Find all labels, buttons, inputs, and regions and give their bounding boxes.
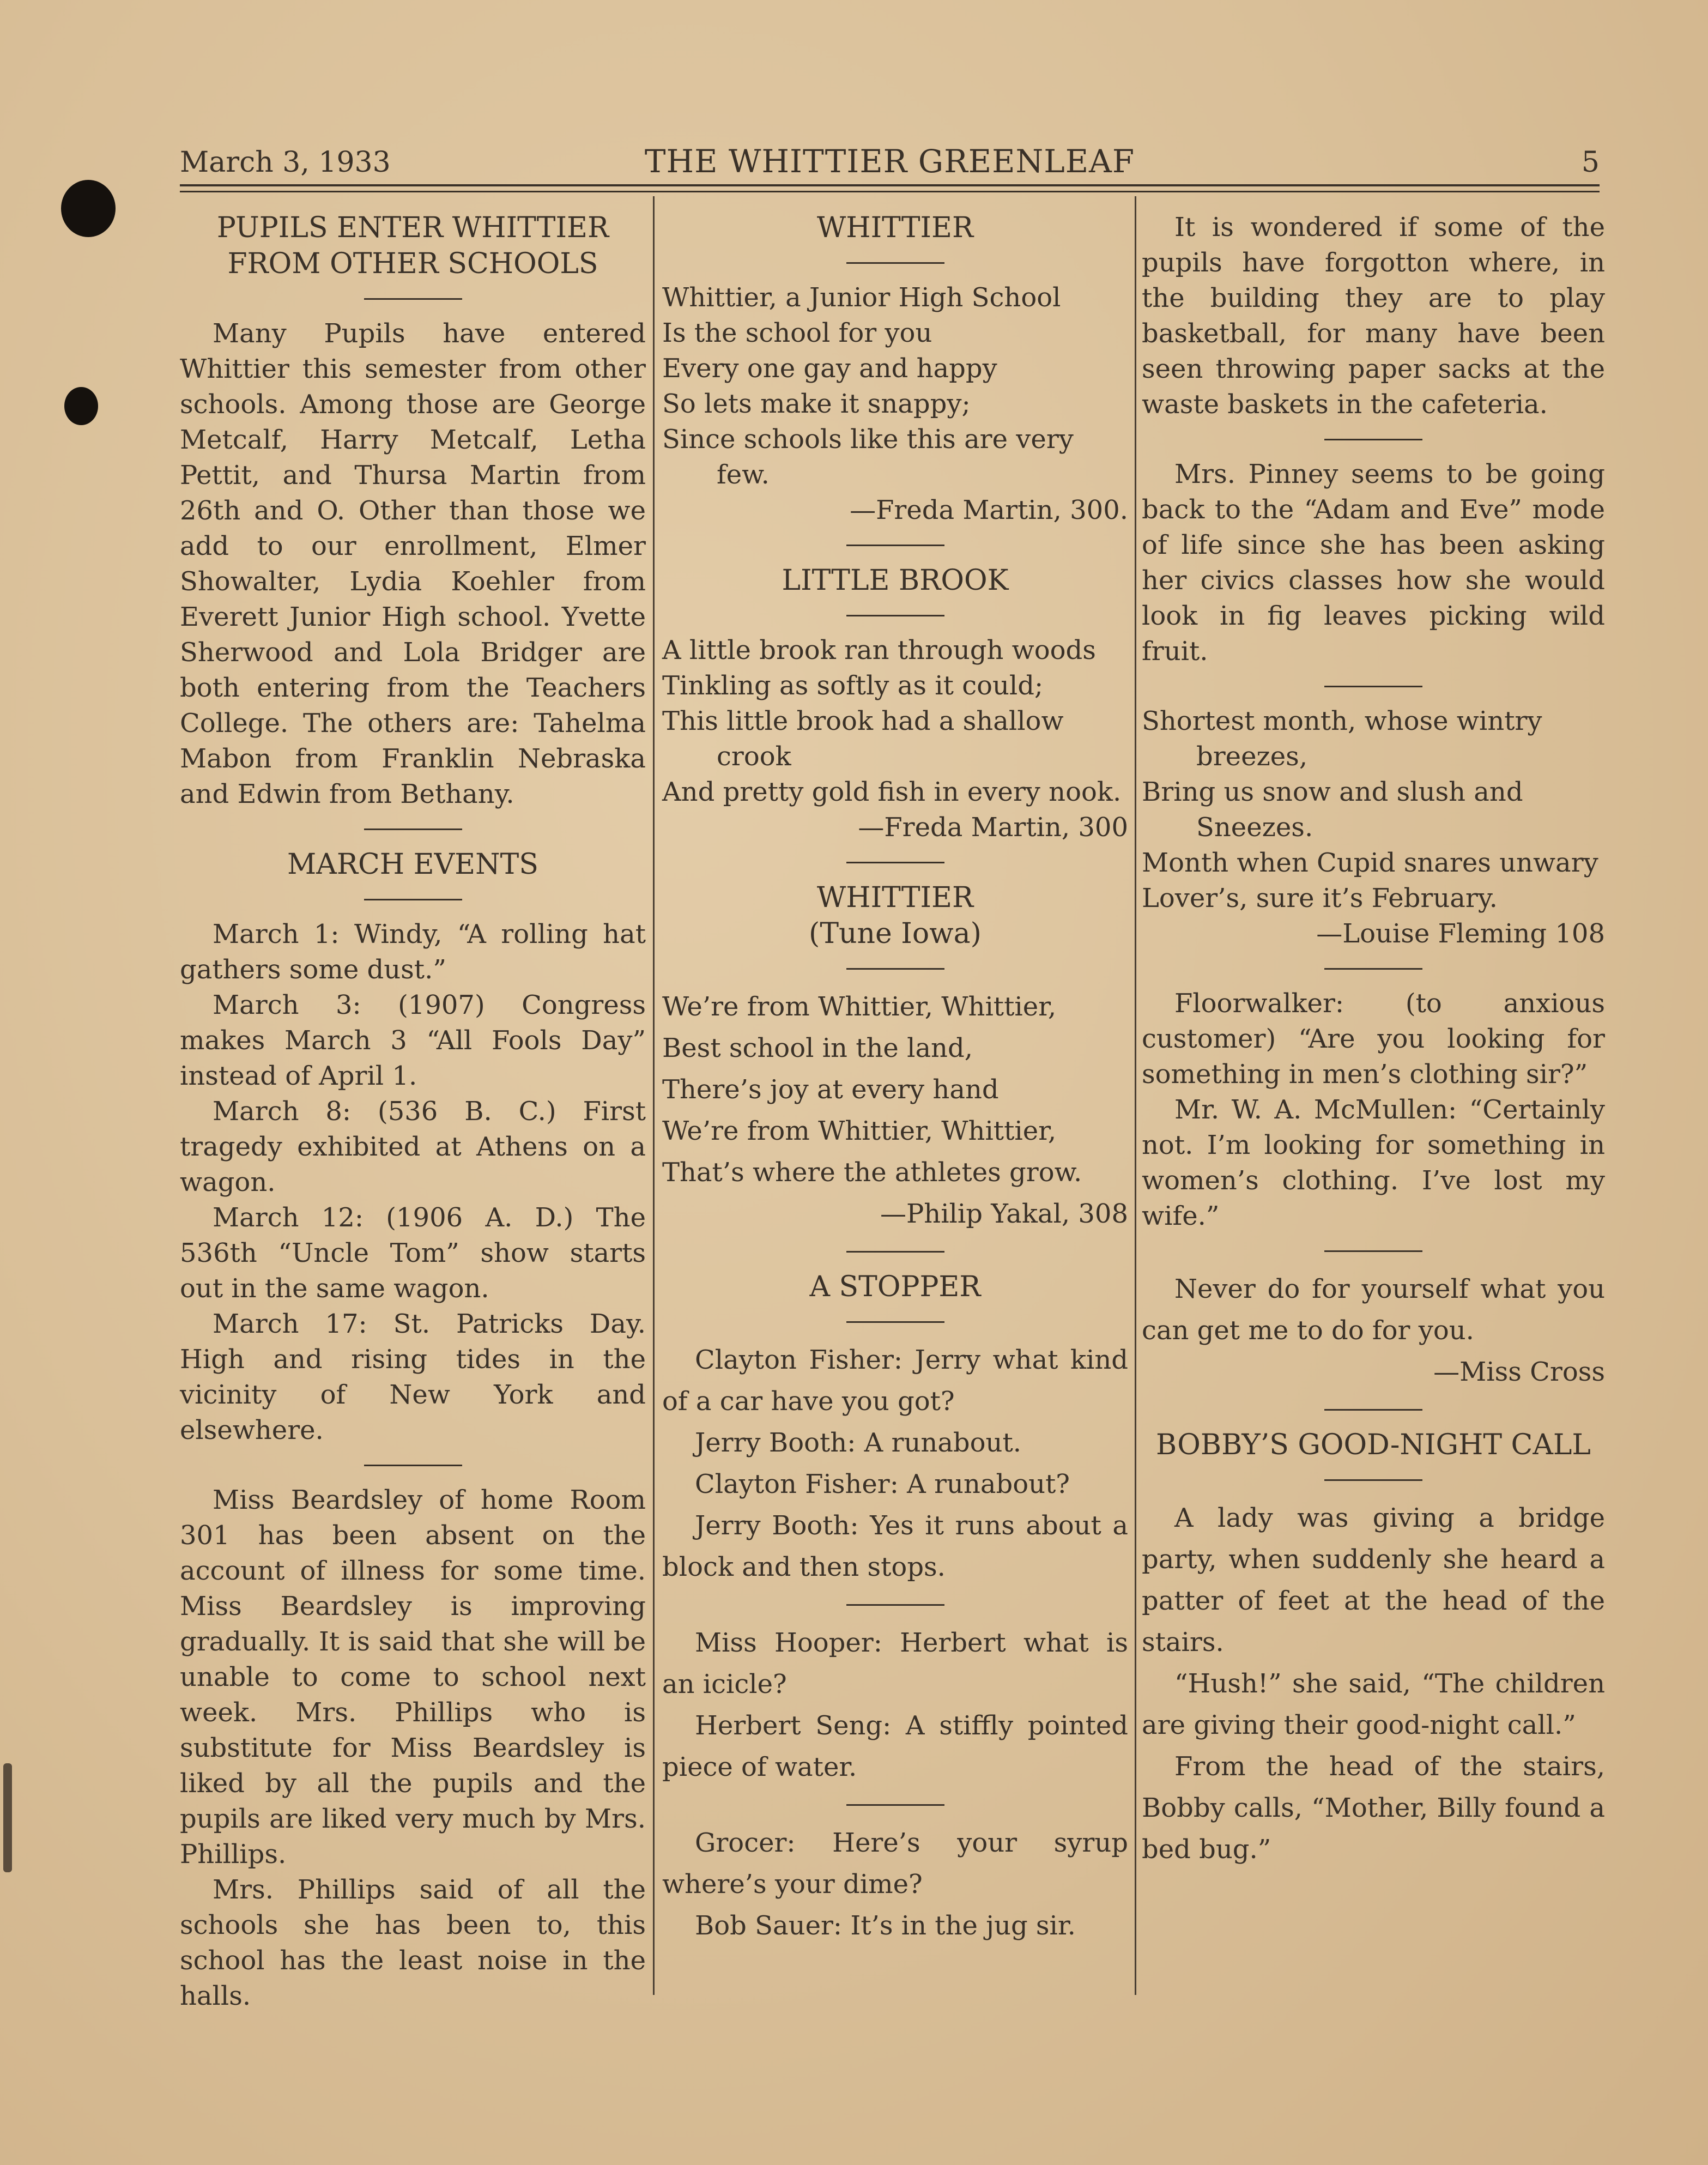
section-divider (364, 1465, 462, 1466)
author-signature: —Louise Fleming 108 (1316, 918, 1605, 949)
column-divider-2 (1135, 196, 1136, 1995)
dialogue-line: Grocer: Here’s your syrup where’s your dime? (662, 1828, 1128, 1900)
article-heading: MARCH EVENTS (287, 848, 538, 881)
section-divider (846, 1604, 944, 1606)
dialogue-line: Jerry Booth: A runabout. (695, 1428, 1022, 1458)
poem-line: Bring us snow and slush and Sneezes. (1142, 777, 1523, 843)
author-signature: —Freda Martin, 300 (858, 812, 1128, 843)
poem-line: Lover’s, sure it’s February. (1142, 883, 1498, 914)
section-divider (364, 828, 462, 830)
section-divider (846, 1804, 944, 1806)
song-line: We’re from Whittier, Whittier, (662, 991, 1057, 1022)
joke-heading: A STOPPER (809, 1271, 981, 1303)
section-divider (846, 968, 944, 970)
event-item: March 12: (1906 A. D.) The 536th “Uncle Tom” show starts out in the same wagon. (180, 1202, 646, 1304)
staple-mark (3, 1763, 12, 1872)
poem-line: So lets make it snappy; (662, 389, 971, 419)
poem-line: Every one gay and happy (662, 353, 997, 384)
masthead-rule-thin (180, 191, 1600, 192)
poem-line: Shortest month, whose wintry breezes, (1142, 706, 1542, 772)
section-divider (846, 615, 944, 616)
poem-heading: LITTLE BROOK (782, 564, 1009, 597)
binder-hole-middle (64, 387, 98, 425)
section-divider (1324, 1409, 1422, 1411)
event-item: March 1: Windy, “A rolling hat gathers some dust.” (180, 919, 646, 985)
song-heading: WHITTIER (816, 881, 974, 914)
event-item: March 3: (1907) Congress makes March 3 “All Fools Day” instead of April 1. (180, 990, 646, 1091)
song-line: Best school in the land, (662, 1033, 973, 1063)
poem-line: Month when Cupid snares unwary (1142, 848, 1598, 878)
dialogue-line: Floorwalker: (to anxious customer) “Are you looking for something in men’s clothing sir?” (1142, 988, 1605, 1090)
dialogue-line: Herbert Seng: A stiffly pointed piece of water. (662, 1710, 1128, 1782)
article-body: Mrs. Phillips said of all the schools she has been to, this school has the least noise in the halls. (180, 1874, 646, 2011)
column-3 (1142, 210, 1605, 1870)
issue-date: March 3, 1933 (180, 146, 391, 179)
dialogue-line: Miss Hooper: Herbert what is an icicle? (662, 1628, 1128, 1700)
section-divider (846, 1321, 944, 1323)
poem-line: Is the school for you (662, 318, 932, 348)
article-body: From the head of the stairs, Bobby calls, “Mother, Billy found a bed bug.” (1142, 1751, 1605, 1865)
section-divider (846, 1251, 944, 1253)
poem-heading: WHITTIER (816, 211, 974, 244)
song-line: There’s joy at every hand (662, 1074, 999, 1105)
dialogue-line: Bob Sauer: It’s in the jug sir. (695, 1910, 1076, 1941)
section-divider (1324, 1250, 1422, 1252)
poem-line: Tinkling as softly as it could; (662, 670, 1044, 701)
song-line: We’re from Whittier, Whittier, (662, 1116, 1057, 1146)
article-body: Miss Beardsley of home Room 301 has been absent on the account of illness for some time. Miss Beardsley is improving gradually. It is said that she will be unable to come to school next week. Mrs. Phillips who is substitute for Miss Beardsley is liked by all the pupils and the pupils are liked very much by Mrs. Phillips. (180, 1485, 646, 1870)
masthead (180, 143, 1600, 181)
article-heading: BOBBY’S GOOD-NIGHT CALL (1156, 1429, 1591, 1461)
page-number: 5 (1581, 146, 1600, 179)
article-body: “Hush!” she said, “The children are giving their good-night call.” (1142, 1668, 1605, 1740)
section-divider (1324, 1479, 1422, 1481)
article-heading: PUPILS ENTER WHITTIER (216, 211, 609, 244)
poem-line: And pretty gold fish in every nook. (662, 777, 1122, 807)
column-1 (180, 210, 646, 2014)
section-divider (364, 298, 462, 300)
article-body: A lady was giving a bridge party, when suddenly she heard a patter of feet at the head of the stairs. (1142, 1503, 1605, 1658)
author-signature: —Philip Yakal, 308 (880, 1199, 1128, 1229)
section-divider (1324, 686, 1422, 687)
section-divider (364, 899, 462, 900)
song-subheading: (Tune Iowa) (809, 917, 982, 950)
newspaper-title: THE WHITTIER GREENLEAF (644, 143, 1135, 180)
author-signature: —Miss Cross (1433, 1357, 1605, 1387)
event-item: March 17: St. Patricks Day. High and rising tides in the vicinity of New York and elsewhere. (180, 1309, 646, 1446)
song-line: That’s where the athletes grow. (662, 1157, 1082, 1188)
poem-line: This little brook had a shallow crook (662, 706, 1064, 772)
section-divider (1324, 968, 1422, 970)
section-divider (846, 545, 944, 546)
section-divider (1324, 439, 1422, 440)
article-heading: FROM OTHER SCHOOLS (227, 247, 598, 280)
section-divider (846, 262, 944, 264)
author-signature: —Freda Martin, 300. (850, 495, 1128, 525)
article-body: Many Pupils have entered Whittier this semester from other schools. Among those are George Metcalf, Harry Metcalf, Letha Pettit, and Thursa Martin from 26th and O. Other than those we add to our enrollment, Elmer Showalter, Lydia Koehler from Everett Junior High school. Yvette Sherwood and Lola Bridger are both entering from the Teachers College. The others are: Tahelma Mabon from Franklin Nebraska and Edwin from Bethany. (180, 318, 646, 809)
poem-line: Whittier, a Junior High School (662, 282, 1061, 313)
dialogue-line: Clayton Fisher: Jerry what kind of a car have you got? (662, 1345, 1128, 1417)
dialogue-line: Mr. W. A. McMullen: “Certainly not. I’m looking for something in women’s clothing. I’ve lost my wife.” (1142, 1094, 1605, 1231)
poem-line: Since schools like this are very few. (662, 424, 1074, 490)
event-item: March 8: (536 B. C.) First tragedy exhibited at Athens on a wagon. (180, 1096, 646, 1198)
masthead-rule-thick (180, 184, 1600, 186)
column-2 (662, 210, 1128, 1946)
article-body: Mrs. Pinney seems to be going back to the “Adam and Eve” mode of life since she has been asking her civics classes how she would look in fig leaves picking wild fruit. (1142, 459, 1605, 667)
dialogue-line: Clayton Fisher: A runabout? (695, 1469, 1070, 1499)
section-divider (846, 862, 944, 863)
column-divider-1 (653, 196, 655, 1995)
binder-hole-top (61, 180, 116, 237)
article-body: Never do for yourself what you can get me to do for you. (1142, 1274, 1605, 1346)
article-body: It is wondered if some of the pupils have forgotton where, in the building they are to play basketball, for many have been seen throwing paper sacks at the waste baskets in the cafeteria. (1142, 212, 1605, 420)
poem-line: A little brook ran through woods (662, 635, 1096, 666)
dialogue-line: Jerry Booth: Yes it runs about a block and then stops. (662, 1510, 1128, 1582)
